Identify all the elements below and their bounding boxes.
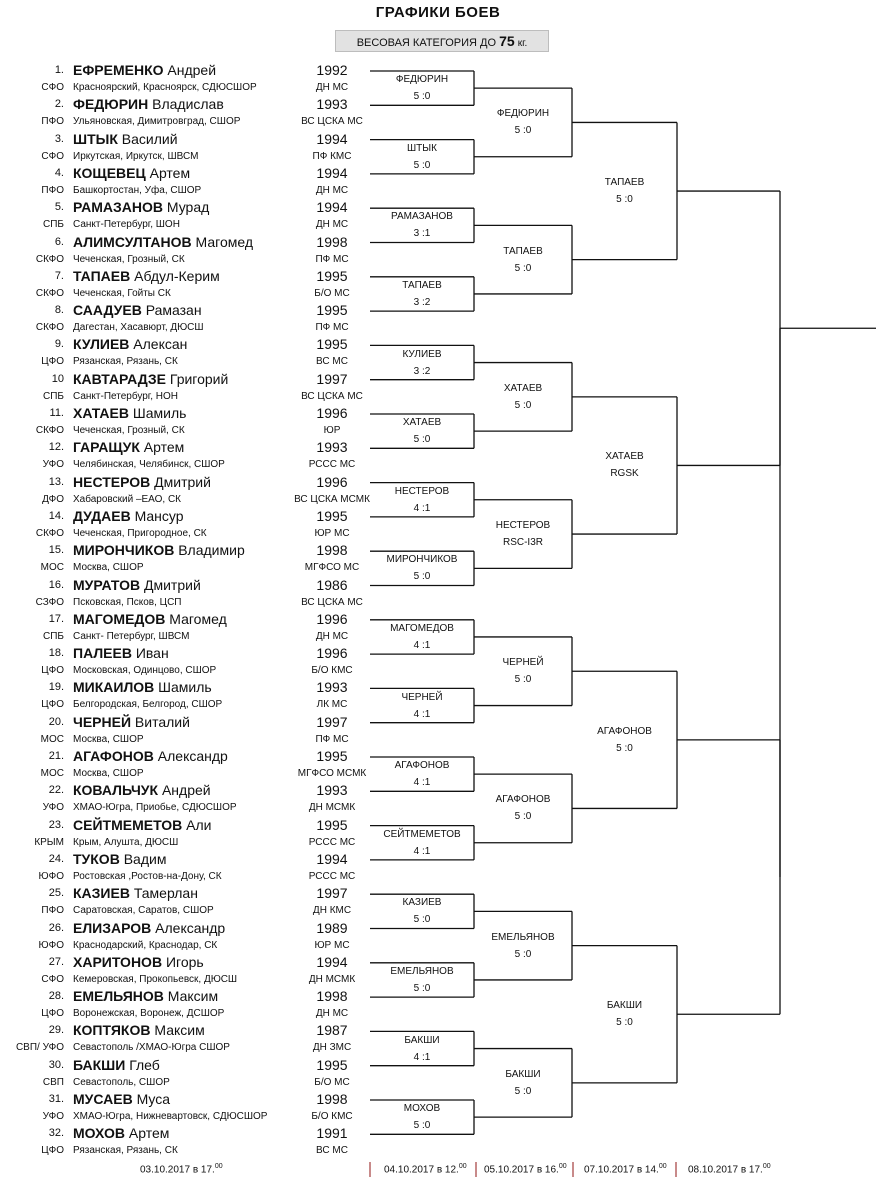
athlete-first-name: Рамазан	[145, 302, 202, 319]
athlete-rank: ДН МС	[315, 184, 349, 196]
athlete-rank: ДН МС	[315, 219, 349, 231]
athlete-number: 31.	[48, 1093, 64, 1105]
match-winner: ЧЕРНЕЙ	[502, 657, 544, 669]
match-winner: АГАФОНОВ	[597, 725, 652, 737]
athlete-surname: МУРАТОВ	[73, 576, 141, 593]
athlete-rank: ВС ЦСКА МСМК	[294, 493, 370, 505]
athlete-region: ЦФО	[41, 665, 64, 677]
athlete-first-name: Василий	[121, 130, 178, 147]
athlete-first-name: Владислав	[152, 96, 224, 113]
athlete-birth-year: 1993	[316, 679, 348, 696]
athlete-number: 14.	[48, 509, 64, 522]
match-winner: ТАПАЕВ	[604, 177, 645, 189]
athlete-number: 1.	[54, 64, 64, 76]
athlete-number: 18.	[48, 647, 64, 660]
athlete-club: Псковская, Псков, ЦСП	[73, 596, 182, 608]
match-score: 5 :0	[514, 262, 532, 274]
match-winner: ЕМЕЛЬЯНОВ	[390, 965, 454, 977]
athlete-rank: ДН МС	[315, 1008, 349, 1020]
athlete-birth-year: 1993	[316, 96, 348, 113]
athlete-club: Чеченская, Грозный, СК	[73, 425, 185, 436]
athlete-rank: ПФ МС	[315, 253, 349, 265]
athlete-rank: ДН МСМК	[308, 973, 356, 985]
athlete-birth-year: 1998	[316, 233, 348, 250]
match-score: 5 :0	[616, 742, 633, 754]
athlete-surname: ФЕДЮРИН	[73, 96, 149, 113]
athlete-club: Белгородская, Белгород, СШОР	[73, 699, 223, 711]
athlete-region: КРЫМ	[34, 836, 64, 848]
athlete-surname: АГАФОНОВ	[73, 748, 154, 764]
athlete-region: СВП	[42, 1076, 64, 1088]
match-score: 5 :0	[413, 1120, 431, 1132]
athlete-rank: ДН КМС	[312, 905, 352, 917]
athlete-rank: ВС ЦСКА МС	[301, 390, 363, 402]
athlete-rank: ЮР МС	[314, 939, 350, 951]
athlete-surname: ДУДАЕВ	[73, 507, 131, 524]
match-winner: ЕМЕЛЬЯНОВ	[491, 931, 555, 943]
athlete-number: 6.	[54, 235, 64, 248]
athlete-region: СЗФО	[35, 596, 64, 608]
athlete-number: 26.	[48, 921, 64, 934]
match-winner: БАКШИ	[505, 1068, 541, 1080]
athlete-club: Москва, СШОР	[73, 562, 144, 574]
athlete-birth-year: 1996	[316, 405, 348, 421]
athlete-club: Санкт- Петербург, ШВСМ	[73, 630, 190, 642]
match-winner: МИРОНЧИКОВ	[386, 554, 458, 566]
athlete-birth-year: 1997	[316, 885, 348, 902]
match-score: 5 :0	[514, 1085, 532, 1097]
athlete-number: 16.	[48, 578, 64, 591]
match-score: RSC-I3R	[502, 537, 543, 549]
athlete-number: 22.	[48, 784, 64, 797]
athlete-number: 9.	[54, 338, 64, 351]
match-winner: НЕСТЕРОВ	[495, 520, 551, 532]
athlete-surname: КАВТАРАДЗЕ	[73, 370, 167, 387]
athlete-surname: РАМАЗАНОВ	[73, 199, 163, 216]
athlete-club: Кемеровская, Прокопьевск, ДЮСШ	[73, 973, 238, 985]
athlete-number: 25.	[48, 887, 64, 900]
athlete-region: ПФО	[41, 116, 64, 128]
athlete-surname: ТАПАЕВ	[73, 267, 131, 284]
athlete-surname: НЕСТЕРОВ	[73, 473, 151, 490]
athlete-first-name: Магомед	[169, 610, 227, 627]
athlete-surname: ЕЛИЗАРОВ	[73, 919, 152, 936]
athlete-number: 32.	[48, 1127, 64, 1140]
athlete-club: Санкт-Петербург, НОН	[73, 390, 178, 402]
athlete-first-name: Игорь	[165, 953, 204, 970]
match-winner: РАМАЗАНОВ	[391, 211, 453, 223]
athlete-region: ДФО	[42, 493, 64, 505]
athlete-region: МОС	[40, 562, 64, 574]
match-score: 4 :1	[413, 708, 431, 720]
athlete-first-name: Мурад	[166, 199, 210, 216]
athlete-region: СПБ	[43, 219, 64, 231]
athlete-first-name: Владимир	[178, 542, 245, 559]
date-round3: 05.10.2017 в 16.00	[484, 1163, 567, 1176]
athlete-surname: КУЛИЕВ	[73, 336, 130, 353]
athlete-club: ХМАО-Югра, Нижневартовск, СДЮСШОР	[73, 1111, 268, 1122]
match-score: 4 :1	[413, 1051, 431, 1063]
athlete-number: 29.	[48, 1024, 64, 1037]
match-score: 5 :0	[514, 811, 532, 823]
match-winner: ФЕДЮРИН	[395, 74, 449, 86]
athlete-club: Рязанская, Рязань, СК	[73, 1145, 178, 1157]
athlete-surname: МОХОВ	[73, 1125, 125, 1142]
athlete-number: 28.	[48, 990, 64, 1003]
athlete-first-name: Виталий	[134, 713, 190, 730]
athlete-surname: СААДУЕВ	[73, 302, 142, 319]
match-winner: ТАПАЕВ	[402, 279, 442, 291]
athlete-rank: ЮР МС	[314, 527, 350, 539]
athlete-region: ПФО	[41, 905, 64, 917]
athlete-region: ПФО	[41, 184, 64, 196]
athlete-birth-year: 1996	[316, 473, 348, 490]
athlete-birth-year: 1994	[316, 199, 348, 216]
athlete-club: Чеченская, Грозный, СК	[73, 253, 185, 265]
athlete-region: ЦФО	[41, 356, 64, 368]
athlete-region: СКФО	[35, 425, 64, 436]
athlete-first-name: Дмитрий	[144, 576, 201, 593]
athlete-surname: КОВАЛЬЧУК	[73, 782, 159, 799]
athlete-birth-year: 1995	[316, 302, 348, 319]
athlete-rank: ВС ЦСКА МС	[301, 596, 363, 608]
athlete-surname: ШТЫК	[73, 130, 118, 147]
athlete-region: СПБ	[43, 630, 64, 642]
athlete-birth-year: 1995	[316, 1056, 348, 1073]
date-semifinal: 07.10.2017 в 14.00	[584, 1163, 667, 1176]
athlete-club: Краснодарский, Краснодар, СК	[73, 939, 218, 951]
athlete-surname: КОПТЯКОВ	[73, 1022, 151, 1039]
athlete-first-name: Али	[186, 816, 212, 833]
match-score: 4 :1	[413, 845, 431, 857]
match-winner: АГАФОНОВ	[495, 794, 551, 806]
athlete-first-name: Тамерлан	[133, 885, 198, 902]
athlete-club: Челябинская, Челябинск, СШОР	[73, 459, 225, 471]
athlete-rank: РССС МС	[308, 836, 356, 848]
athlete-first-name: Андрей	[161, 782, 211, 799]
athlete-rank: Б/О МС	[314, 287, 350, 299]
athlete-birth-year: 1998	[316, 1091, 348, 1107]
match-score: 5 :0	[413, 434, 431, 446]
athlete-number: 7.	[54, 269, 64, 282]
athlete-surname: БАКШИ	[73, 1056, 126, 1073]
match-winner: СЕЙТМЕМЕТОВ	[383, 828, 461, 840]
athlete-club: Москва, СШОР	[73, 733, 144, 745]
date-separator	[475, 1162, 477, 1177]
athlete-birth-year: 1993	[316, 439, 348, 456]
athlete-club: Башкортостан, Уфа, СШОР	[73, 184, 202, 196]
athlete-birth-year: 1994	[316, 850, 348, 867]
athlete-club: Воронежская, Воронеж, ДСШОР	[73, 1008, 225, 1020]
athlete-number: 12.	[48, 441, 64, 454]
athlete-region: ЦФО	[41, 1008, 64, 1020]
match-winner: ТАПАЕВ	[503, 245, 543, 257]
athlete-club: Севастополь, СШОР	[73, 1076, 170, 1088]
athlete-first-name: Алексан	[133, 336, 188, 353]
athlete-region: УФО	[42, 459, 64, 471]
athlete-rank: РССС МС	[308, 459, 356, 471]
date-final: 08.10.2017 в 17.00	[688, 1163, 771, 1176]
athlete-rank: РССС МС	[308, 870, 356, 882]
athlete-birth-year: 1998	[316, 988, 348, 1005]
athlete-region: СКФО	[35, 287, 64, 299]
athlete-rank: ЮР	[323, 425, 341, 436]
athlete-club: Чеченская, Пригородное, СК	[73, 527, 207, 539]
match-winner: ХАТАЕВ	[605, 451, 644, 463]
athlete-number: 4.	[54, 166, 64, 179]
athlete-first-name: Шамиль	[158, 679, 212, 696]
match-winner: ХАТАЕВ	[503, 382, 543, 394]
match-score: 5 :0	[616, 1017, 633, 1029]
athlete-club: Чеченская, Гойты СК	[73, 287, 171, 299]
athlete-region: ЦФО	[41, 1145, 64, 1157]
athlete-club: Хабаровский –ЕАО, СК	[73, 493, 182, 505]
match-winner: ШТЫК	[407, 142, 437, 154]
athlete-birth-year: 1986	[316, 576, 348, 593]
athlete-birth-year: 1995	[316, 336, 348, 353]
athlete-number: 17.	[48, 612, 64, 625]
athlete-rank: ДН МС	[315, 82, 349, 93]
athlete-region: СКФО	[35, 527, 64, 539]
athlete-rank: МГФСО МСМК	[297, 768, 367, 779]
athlete-first-name: Артем	[149, 164, 191, 181]
match-score: 5 :0	[413, 91, 431, 103]
athlete-birth-year: 1987	[316, 1022, 348, 1039]
athlete-region: СФО	[41, 150, 64, 162]
athlete-surname: ЧЕРНЕЙ	[73, 713, 132, 730]
athlete-club: Московская, Одинцово, СШОР	[73, 665, 217, 677]
athlete-number: 3.	[54, 132, 64, 145]
athlete-birth-year: 1995	[316, 816, 348, 833]
weight-value: 75	[499, 33, 515, 49]
athlete-number: 10	[51, 372, 64, 385]
athlete-number: 21.	[48, 750, 64, 762]
match-score: 5 :0	[514, 674, 532, 686]
athlete-first-name: Максим	[154, 1022, 205, 1039]
athlete-region: ЮФО	[38, 870, 64, 882]
athlete-first-name: Григорий	[169, 370, 229, 387]
athlete-birth-year: 1998	[316, 542, 348, 559]
match-score: RGSK	[610, 468, 639, 480]
match-score: 5 :0	[514, 399, 532, 411]
match-winner: БАКШИ	[404, 1034, 440, 1046]
athlete-birth-year: 1995	[316, 507, 348, 524]
page-title: ГРАФИКИ БОЕВ	[375, 4, 501, 21]
match-score: 3 :2	[413, 365, 431, 377]
athlete-club: Санкт-Петербург, ШОН	[73, 219, 180, 231]
athlete-first-name: Шамиль	[132, 405, 187, 421]
date-separator	[572, 1162, 574, 1177]
athlete-first-name: Иван	[135, 645, 169, 662]
athlete-birth-year: 1992	[316, 62, 348, 78]
match-score: 5 :0	[413, 914, 431, 926]
match-winner: БАКШИ	[606, 1000, 643, 1012]
athlete-region: СВП/ УФО	[15, 1042, 64, 1054]
athlete-club: Красноярский, Красноярск, СДЮСШОР	[73, 82, 257, 93]
athlete-birth-year: 1997	[316, 370, 348, 387]
athlete-birth-year: 1995	[316, 267, 348, 284]
match-winner: АГАФОНОВ	[394, 760, 450, 772]
match-score: 5 :0	[413, 159, 431, 171]
athlete-club: Рязанская, Рязань, СК	[73, 356, 178, 368]
athlete-rank: ВС МС	[316, 356, 348, 368]
athlete-rank: Б/О КМС	[311, 665, 353, 677]
athlete-birth-year: 1996	[316, 645, 348, 662]
athlete-surname: ХАРИТОНОВ	[73, 953, 163, 970]
athlete-region: СКФО	[35, 253, 64, 265]
match-score: 3 :2	[413, 296, 431, 308]
match-score: 4 :1	[413, 502, 431, 514]
match-score: 3 :1	[413, 228, 431, 240]
athlete-first-name: Глеб	[129, 1056, 160, 1073]
athlete-surname: МИРОНЧИКОВ	[73, 542, 175, 559]
date-separator	[369, 1162, 371, 1177]
athlete-first-name: Александр	[157, 748, 228, 764]
athlete-surname: СЕЙТМЕМЕТОВ	[73, 816, 183, 833]
athlete-number: 27.	[48, 955, 64, 968]
weight-prefix: ВЕСОВАЯ КАТЕГОРИЯ ДО	[356, 37, 497, 49]
athlete-first-name: Андрей	[167, 62, 217, 78]
athlete-club: Ульяновская, Димитровград, СШОР	[73, 116, 241, 128]
athlete-birth-year: 1996	[316, 610, 348, 627]
athlete-birth-year: 1994	[316, 164, 348, 181]
athlete-birth-year: 1991	[316, 1125, 348, 1142]
match-score: 5 :0	[514, 125, 532, 137]
match-winner: ЧЕРНЕЙ	[401, 691, 443, 703]
athlete-rank: ВС ЦСКА МС	[301, 116, 363, 128]
athlete-surname: КОЩЕВЕЦ	[73, 164, 146, 181]
athlete-region: СПБ	[43, 390, 64, 402]
athlete-surname: ПАЛЕЕВ	[73, 645, 132, 662]
athlete-first-name: Максим	[167, 988, 219, 1005]
athlete-number: 20.	[48, 715, 64, 728]
match-winner: КУЛИЕВ	[402, 348, 442, 360]
athlete-surname: ЕМЕЛЬЯНОВ	[73, 988, 164, 1005]
athlete-number: 30.	[48, 1058, 64, 1071]
athlete-birth-year: 1989	[316, 919, 348, 936]
athlete-number: 11.	[49, 407, 64, 419]
athlete-rank: ЛК МС	[316, 699, 348, 711]
athlete-birth-year: 1994	[316, 130, 348, 147]
athlete-rank: ДН МС	[315, 630, 349, 642]
athlete-number: 8.	[54, 304, 64, 317]
athlete-rank: ПФ КМС	[312, 150, 352, 162]
athlete-number: 19.	[48, 681, 64, 694]
athlete-rank: ПФ МС	[315, 733, 349, 745]
athlete-club: ХМАО-Югра, Приобье, СДЮСШОР	[73, 802, 237, 814]
athlete-surname: ЕФРЕМЕНКО	[73, 62, 164, 78]
athlete-surname: ТУКОВ	[73, 850, 120, 867]
athlete-rank: ВС МС	[316, 1145, 348, 1157]
athlete-birth-year: 1995	[316, 748, 348, 764]
athlete-surname: ГАРАЩУК	[73, 439, 140, 456]
athlete-region: СКФО	[35, 322, 64, 334]
weight-unit: кг.	[517, 38, 528, 49]
athlete-club: Дагестан, Хасавюрт, ДЮСШ	[73, 322, 204, 334]
athlete-club: Севастополь /ХМАО-Югра СШОР	[73, 1042, 230, 1054]
athlete-number: 13.	[48, 475, 64, 488]
athlete-rank: ДН МСМК	[308, 802, 356, 814]
athlete-club: Крым, Алушта, ДЮСШ	[73, 836, 179, 848]
athlete-surname: МУСАЕВ	[73, 1091, 133, 1107]
athlete-number: 15.	[48, 544, 64, 557]
match-score: 5 :0	[514, 948, 532, 960]
athlete-region: ЦФО	[41, 699, 64, 711]
athlete-first-name: Артем	[143, 439, 185, 456]
athlete-region: УФО	[42, 802, 64, 814]
athlete-club: Москва, СШОР	[73, 768, 144, 779]
match-winner: МОХОВ	[403, 1103, 441, 1115]
athlete-rank: ПФ МС	[315, 322, 349, 334]
athlete-first-name: Мансур	[134, 507, 184, 524]
athlete-club: Иркутская, Иркутск, ШВСМ	[73, 150, 199, 162]
athlete-birth-year: 1994	[316, 953, 348, 970]
athlete-number: 5.	[54, 201, 64, 214]
athlete-birth-year: 1993	[316, 782, 348, 799]
date-separator	[675, 1162, 677, 1177]
athlete-first-name: Магомед	[195, 233, 254, 250]
athlete-first-name: Дмитрий	[154, 473, 211, 490]
athlete-first-name: Муса	[136, 1091, 171, 1107]
athlete-birth-year: 1997	[316, 713, 348, 730]
athlete-rank: ДН ЗМС	[312, 1042, 352, 1054]
match-score: 5 :0	[616, 194, 633, 206]
athlete-surname: КАЗИЕВ	[73, 885, 130, 902]
athlete-surname: ХАТАЕВ	[73, 405, 129, 421]
match-winner: НЕСТЕРОВ	[394, 485, 450, 497]
athlete-number: 24.	[48, 852, 64, 865]
athlete-surname: МАГОМЕДОВ	[73, 610, 166, 627]
athlete-region: МОС	[40, 733, 64, 745]
date-round2: 04.10.2017 в 12.00	[384, 1163, 467, 1176]
date-round1: 03.10.2017 в 17.00	[140, 1163, 223, 1176]
athlete-first-name: Александр	[155, 919, 226, 936]
match-score: 4 :1	[413, 639, 431, 651]
match-score: 5 :0	[413, 982, 431, 994]
athlete-first-name: Абдул-Керим	[134, 267, 220, 284]
match-score: 5 :0	[413, 571, 431, 583]
athlete-club: Ростовская ,Ростов-на-Дону, СК	[73, 870, 222, 882]
athlete-first-name: Артем	[128, 1125, 170, 1142]
match-winner: ХАТАЕВ	[402, 417, 442, 429]
athlete-region: СФО	[41, 973, 64, 985]
match-winner: КАЗИЕВ	[402, 897, 442, 909]
match-winner: МАГОМЕДОВ	[390, 622, 454, 634]
athlete-surname: МИКАИЛОВ	[73, 679, 155, 696]
athlete-first-name: Вадим	[123, 850, 167, 867]
athlete-region: ЮФО	[38, 939, 64, 951]
athlete-surname: АЛИМСУЛТАНОВ	[73, 233, 192, 250]
athlete-rank: МГФСО МС	[304, 562, 360, 574]
athlete-number: 23.	[48, 818, 64, 831]
athlete-region: СФО	[41, 82, 64, 93]
athlete-club: Саратовская, Саратов, СШОР	[73, 905, 214, 917]
athlete-rank: Б/О МС	[314, 1076, 350, 1088]
athlete-region: УФО	[42, 1111, 64, 1122]
athlete-rank: Б/О КМС	[311, 1111, 353, 1122]
athlete-number: 2.	[54, 98, 64, 111]
athlete-region: МОС	[40, 768, 64, 779]
match-winner: ФЕДЮРИН	[496, 108, 550, 120]
match-score: 4 :1	[413, 777, 431, 789]
